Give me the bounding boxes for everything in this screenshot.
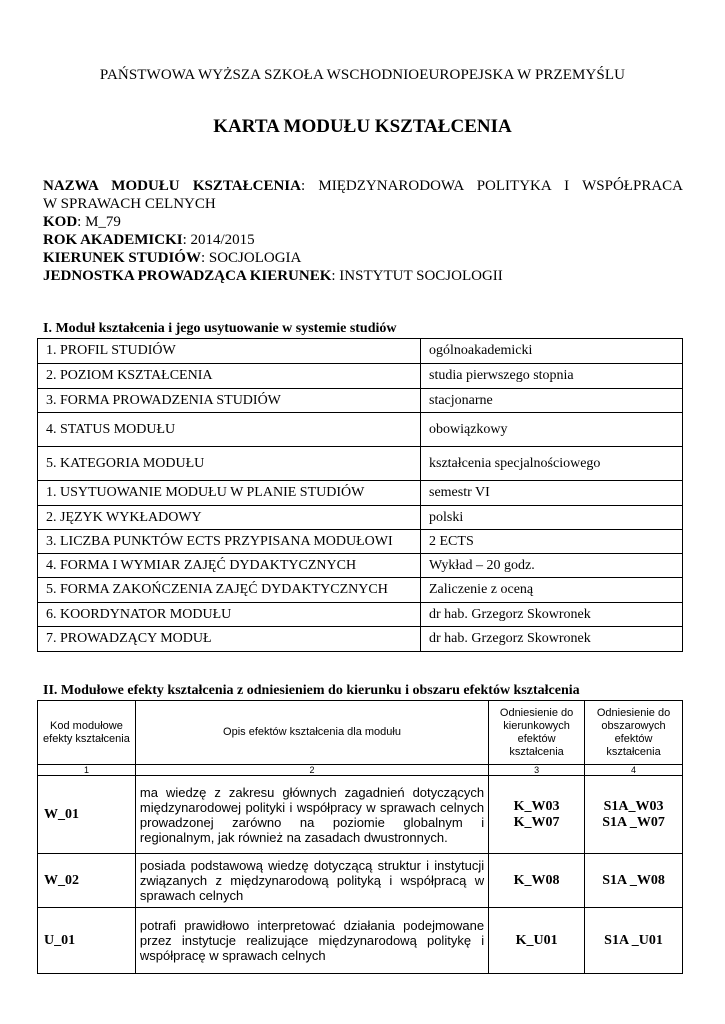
row-value: 2 ECTS bbox=[421, 530, 683, 554]
module-name-line-2: W SPRAWACH CELNYCH bbox=[43, 196, 216, 212]
header-code: Kod modułowe efekty kształcenia bbox=[38, 701, 136, 765]
module-code-line bbox=[43, 213, 683, 231]
outcome-code: U_01 bbox=[38, 908, 136, 974]
row-value: Wykład – 20 godz. bbox=[421, 554, 683, 578]
table-row bbox=[38, 776, 683, 854]
module-code-value: : M_79 bbox=[77, 214, 121, 230]
table-row bbox=[38, 627, 683, 652]
table-row bbox=[38, 506, 683, 530]
field-reference bbox=[489, 776, 585, 854]
table-row bbox=[38, 481, 683, 506]
outcome-description: potrafi prawidłowo interpretować działania podejmowane przez instytucje realizujące międzynarodową politykę i współpracę w sprawach celnych bbox=[135, 908, 488, 974]
column-number: 2 bbox=[135, 765, 488, 776]
outcome-description: posiada podstawową wiedzę dotyczącą struktur i instytucji związanych z międzynarodową polityką i współpracą w sprawach celnych bbox=[135, 854, 488, 908]
field-of-study-line bbox=[43, 249, 683, 267]
academic-year-value: : 2014/2015 bbox=[182, 232, 255, 248]
row-label: 4. FORMA I WYMIAR ZAJĘĆ DYDAKTYCZNYCH bbox=[38, 554, 421, 578]
row-label: 1. PROFIL STUDIÓW bbox=[38, 339, 421, 364]
outcome-code: W_01 bbox=[38, 776, 136, 854]
unit-value: : INSTYTUT SOCJOLOGII bbox=[331, 268, 503, 284]
table-row bbox=[38, 364, 683, 389]
module-name-value-1: : MIĘDZYNARODOWA POLITYKA I WSPÓŁPRACA bbox=[300, 178, 683, 194]
header-field-reference: Odniesienie do kierunkowych efektów kształcenia bbox=[489, 701, 585, 765]
table-row bbox=[38, 447, 683, 481]
row-label: 5. KATEGORIA MODUŁU bbox=[38, 447, 421, 481]
column-number-row bbox=[38, 765, 683, 776]
section-2-heading: II. Modułowe efekty kształcenia z odniesieniem do kierunku i obszaru efektów kształcenia bbox=[43, 683, 580, 698]
row-label: 6. KOORDYNATOR MODUŁU bbox=[38, 603, 421, 627]
table-row bbox=[38, 854, 683, 908]
learning-outcomes-table bbox=[37, 700, 683, 974]
column-number: 3 bbox=[489, 765, 585, 776]
row-value: obowiązkowy bbox=[421, 413, 683, 447]
area-reference: S1A _W08 bbox=[585, 854, 683, 908]
table-header-row bbox=[38, 701, 683, 765]
module-name-line bbox=[43, 177, 683, 195]
row-label: 7. PROWADZĄCY MODUŁ bbox=[38, 627, 421, 652]
row-value: stacjonarne bbox=[421, 389, 683, 413]
row-label: 3. FORMA PROWADZENIA STUDIÓW bbox=[38, 389, 421, 413]
university-name: PAŃSTWOWA WYŻSZA SZKOŁA WSCHODNIOEUROPEJSKA W PRZEMYŚLU bbox=[99, 67, 626, 83]
row-label: 2. POZIOM KSZTAŁCENIA bbox=[38, 364, 421, 389]
header-area-reference: Odniesienie do obszarowych efektów kształcenia bbox=[585, 701, 683, 765]
table-row bbox=[38, 908, 683, 974]
field-reference-1: K_W03 bbox=[513, 798, 560, 814]
table-row bbox=[38, 389, 683, 413]
field-reference-2: K_W07 bbox=[513, 814, 560, 830]
table-row bbox=[38, 554, 683, 578]
outcome-description: ma wiedzę z zakresu głównych zagadnień dotyczących międzynarodowej polityki i współpracy w sprawach celnych prowadzonej zarówno na poziomie globalnym i regionalnym, jak również na zasadach dwustronnych. bbox=[135, 776, 488, 854]
row-value: polski bbox=[421, 506, 683, 530]
academic-year-line bbox=[43, 231, 683, 249]
area-reference-1: S1A_W03 bbox=[603, 798, 664, 814]
row-label: 5. FORMA ZAKOŃCZENIA ZAJĘĆ DYDAKTYCZNYCH bbox=[38, 578, 421, 603]
table-row bbox=[38, 339, 683, 364]
row-label: 2. JĘZYK WYKŁADOWY bbox=[38, 506, 421, 530]
area-reference bbox=[585, 776, 683, 854]
unit-label: JEDNOSTKA PROWADZĄCA KIERUNEK bbox=[43, 268, 332, 284]
table-row bbox=[38, 578, 683, 603]
row-value: dr hab. Grzegorz Skowronek bbox=[421, 603, 683, 627]
row-value: dr hab. Grzegorz Skowronek bbox=[421, 627, 683, 652]
field-reference: K_U01 bbox=[489, 908, 585, 974]
header-description: Opis efektów kształcenia dla modułu bbox=[135, 701, 488, 765]
outcome-code: W_02 bbox=[38, 854, 136, 908]
document-title: KARTA MODUŁU KSZTAŁCENIA bbox=[213, 116, 512, 137]
module-info-table bbox=[37, 338, 683, 652]
section-1-heading: I. Moduł kształcenia i jego usytuowanie w systemie studiów bbox=[43, 321, 397, 336]
table-row bbox=[38, 413, 683, 447]
row-value: semestr VI bbox=[421, 481, 683, 506]
table-row bbox=[38, 603, 683, 627]
row-value: ogólnoakademicki bbox=[421, 339, 683, 364]
area-reference: S1A _U01 bbox=[585, 908, 683, 974]
field-of-study-value: : SOCJOLOGIA bbox=[200, 250, 302, 266]
row-label: 3. LICZBA PUNKTÓW ECTS PRZYPISANA MODUŁOWI bbox=[38, 530, 421, 554]
column-number: 1 bbox=[38, 765, 136, 776]
row-value: studia pierwszego stopnia bbox=[421, 364, 683, 389]
field-of-study-label: KIERUNEK STUDIÓW bbox=[43, 250, 201, 266]
unit-line bbox=[43, 267, 683, 285]
row-value: Zaliczenie z oceną bbox=[421, 578, 683, 603]
academic-year-label: ROK AKADEMICKI bbox=[43, 232, 183, 248]
row-label: 4. STATUS MODUŁU bbox=[38, 413, 421, 447]
module-code-label: KOD bbox=[43, 214, 78, 230]
module-name-label: NAZWA MODUŁU KSZTAŁCENIA bbox=[43, 178, 301, 194]
row-label: 1. USYTUOWANIE MODUŁU W PLANIE STUDIÓW bbox=[38, 481, 421, 506]
column-number: 4 bbox=[585, 765, 683, 776]
field-reference: K_W08 bbox=[489, 854, 585, 908]
table-row bbox=[38, 530, 683, 554]
area-reference-2: S1A _W07 bbox=[602, 814, 665, 830]
row-value: kształcenia specjalnościowego bbox=[421, 447, 683, 481]
